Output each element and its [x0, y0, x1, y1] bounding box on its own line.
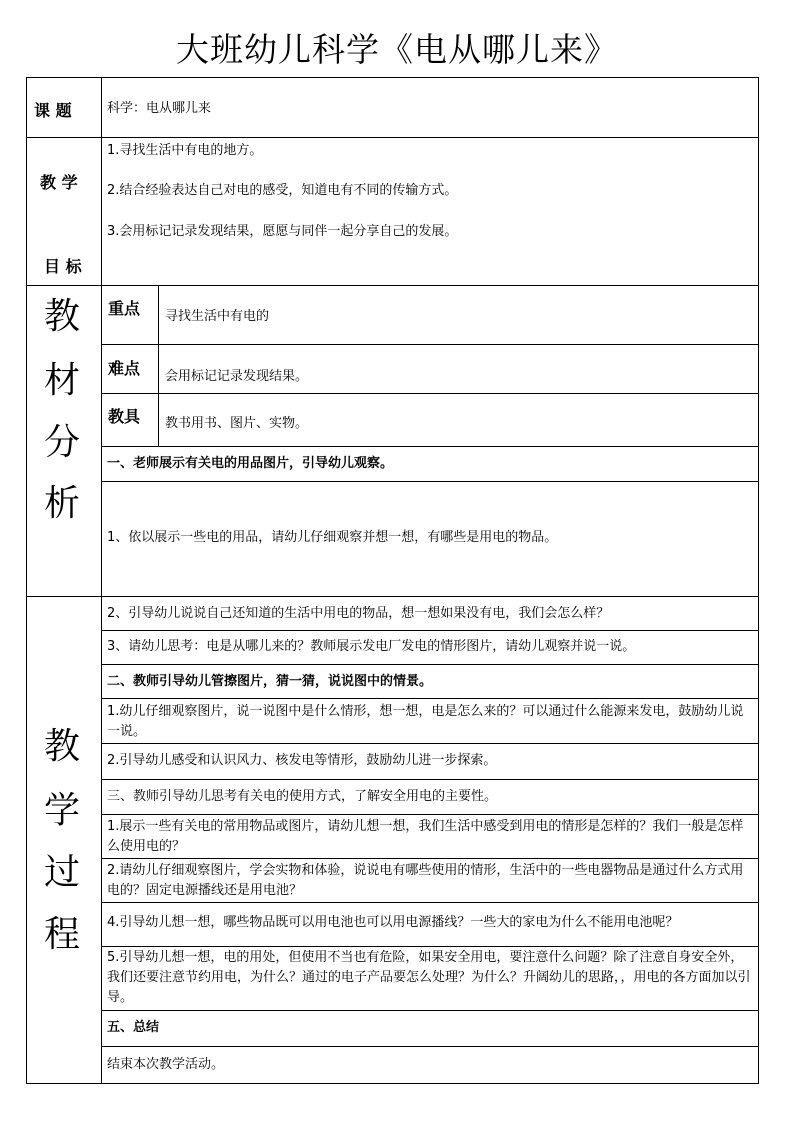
analysis-step: 1、依以展示一些电的用品，请幼儿仔细观察并想一想，有哪些是用电的物品。 [107, 530, 558, 545]
goals-label-top: 教 学 [40, 173, 78, 192]
topic-label: 课 题 [34, 101, 72, 120]
process-section-heading: 三、教师引导幼儿思考有关电的使用方式，了解安全用电的主要性。 [107, 789, 498, 804]
topic-value: 科学：电从哪儿来 [107, 101, 212, 116]
process-side-char: 教 [43, 726, 80, 767]
focus-value: 寻找生活中有电的 [165, 309, 270, 324]
goal-item: 1.寻找生活中有电的地方。 [107, 143, 263, 158]
process-row: 2、引导幼儿说说自己还知道的生活中用电的物品，想一想如果没有电，我们会怎么样？ [107, 606, 610, 621]
process-row: 3、请幼儿思考：电是从哪儿来的？教师展示发电厂发电的情形图片，请幼儿观察并说一说。 [107, 639, 636, 654]
focus-label: 重点 [108, 299, 141, 318]
page-title: 大班幼儿科学《电从哪儿来》 [176, 30, 618, 69]
process-side-char: 学 [43, 790, 80, 831]
analysis-side-char: 材 [43, 360, 80, 401]
process-row: 2.请幼儿仔细观察图片，学会实物和体验，说说电有哪些使用的情形，生活中的一些电器物品是通过什么方式用电的？固定电源播线还是用电池？ [107, 863, 744, 898]
process-side-char: 程 [43, 914, 80, 955]
process-row: 5.引导幼儿想一想，电的用处，但使用不当也有危险，如果安全用电，要注意什么问题？除了注意自身安全外，我们还要注意节约用电，为什么？通过的电子产品要怎么处理？为什么？升阔幼儿的思路，，用电的各方面加以引导。 [107, 950, 751, 1005]
process-row: 结束本次教学活动。 [107, 1057, 225, 1072]
tools-value: 教书用书、图片、实物。 [165, 416, 309, 431]
goals-label-bottom: 目 标 [44, 257, 82, 276]
difficulty-value: 会用标记记录发现结果。 [165, 369, 309, 384]
goal-item: 2.结合经验表达自己对电的感受，知道电有不同的传输方式。 [107, 183, 458, 198]
process-side-char: 过 [43, 852, 80, 893]
analysis-side-char: 析 [43, 483, 80, 524]
process-section-heading: 五、总结 [107, 1020, 160, 1035]
difficulty-label: 难点 [108, 359, 141, 378]
goal-item: 3.会用标记记录发现结果，愿愿与同伴一起分享自己的发展。 [107, 224, 458, 239]
process-row: 2.引导幼儿感受和认识风力、核发电等情形，鼓励幼儿进一步探索。 [107, 753, 497, 768]
process-row: 1.幼儿仔细观察图片，说一说图中是什么情形，想一想，电是怎么来的？可以通过什么能源来发电，鼓励幼儿说一说。 [107, 704, 744, 739]
analysis-section-heading: 一、老师展示有关电的用品图片，引导幼儿观察。 [107, 456, 394, 471]
analysis-side-char: 教 [43, 296, 80, 337]
process-row: 1.展示一些有关电的常用物品或图片，请幼儿想一想，我们生活中感受到用电的情形是怎样的？我们一般是怎样么使用电的？ [107, 819, 744, 854]
process-section-heading: 二、教师引导幼儿管擦图片，猜一猜，说说图中的情景。 [107, 674, 433, 689]
process-row: 4.引导幼儿想一想，哪些物品既可以用电池也可以用电源播线？一些大的家电为什么不能用电池呢？ [107, 915, 679, 930]
tools-label: 教具 [108, 407, 141, 426]
analysis-side-char: 分 [43, 422, 80, 463]
